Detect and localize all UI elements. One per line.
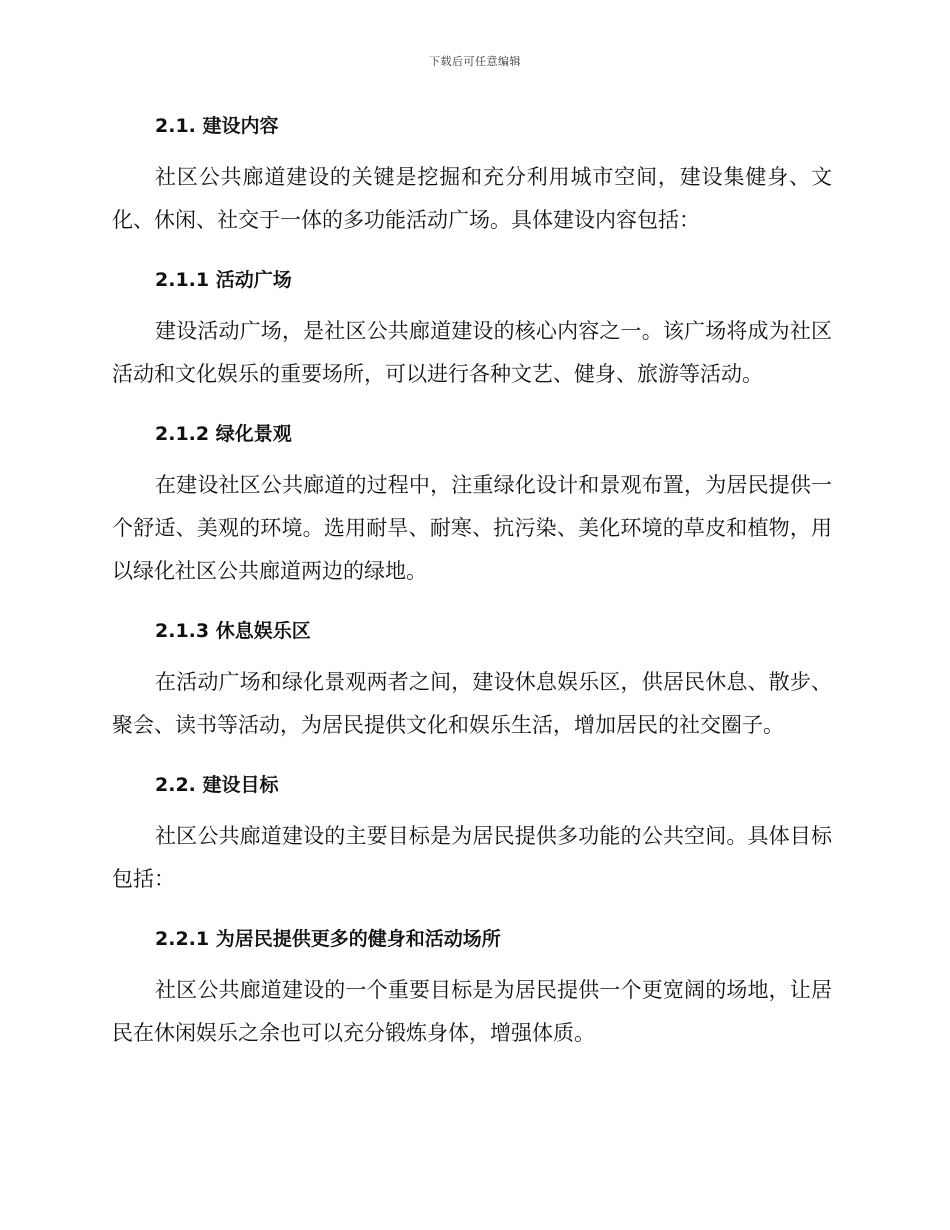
heading-2-1-2: 2.1.2 绿化景观 <box>155 423 292 445</box>
paragraph: 建设活动广场，是社区公共廊道建设的核心内容之一。该广场将成为社区活动和文化娱乐的重要场所，可以进行各种文艺、健身、旅游等活动。 <box>112 319 832 386</box>
paragraph: 在建设社区公共廊道的过程中，注重绿化设计和景观布置，为居民提供一个舒适、美观的环境。选用耐旱、耐寒、抗污染、美化环境的草皮和植物，用以绿化社区公共廊道两边的绿地。 <box>112 473 832 583</box>
paragraph: 社区公共廊道建设的主要目标是为居民提供多功能的公共空间。具体目标包括： <box>112 824 832 891</box>
heading-2-1: 2.1. 建设内容 <box>155 115 279 137</box>
heading-2-1-3: 2.1.3 休息娱乐区 <box>155 620 311 642</box>
heading-2-2-1: 2.2.1 为居民提供更多的健身和活动场所 <box>155 928 501 950</box>
paragraph: 社区公共廊道建设的一个重要目标是为居民提供一个更宽阔的场地，让居民在休闲娱乐之余也可以充分锻炼身体，增强体质。 <box>112 978 832 1045</box>
paragraph: 在活动广场和绿化景观两者之间，建设休息娱乐区，供居民休息、散步、聚会、读书等活动，为居民提供文化和娱乐生活，增加居民的社交圈子。 <box>112 670 832 737</box>
page-header: 下载后可任意编辑 <box>429 55 521 68</box>
heading-2-1-1: 2.1.1 活动广场 <box>155 269 292 291</box>
paragraph: 社区公共廊道建设的关键是挖掘和充分利用城市空间，建设集健身、文化、休闲、社交于一体的多功能活动广场。具体建设内容包括： <box>112 165 832 232</box>
heading-2-2: 2.2. 建设目标 <box>155 774 279 796</box>
document-body <box>112 108 832 1055</box>
